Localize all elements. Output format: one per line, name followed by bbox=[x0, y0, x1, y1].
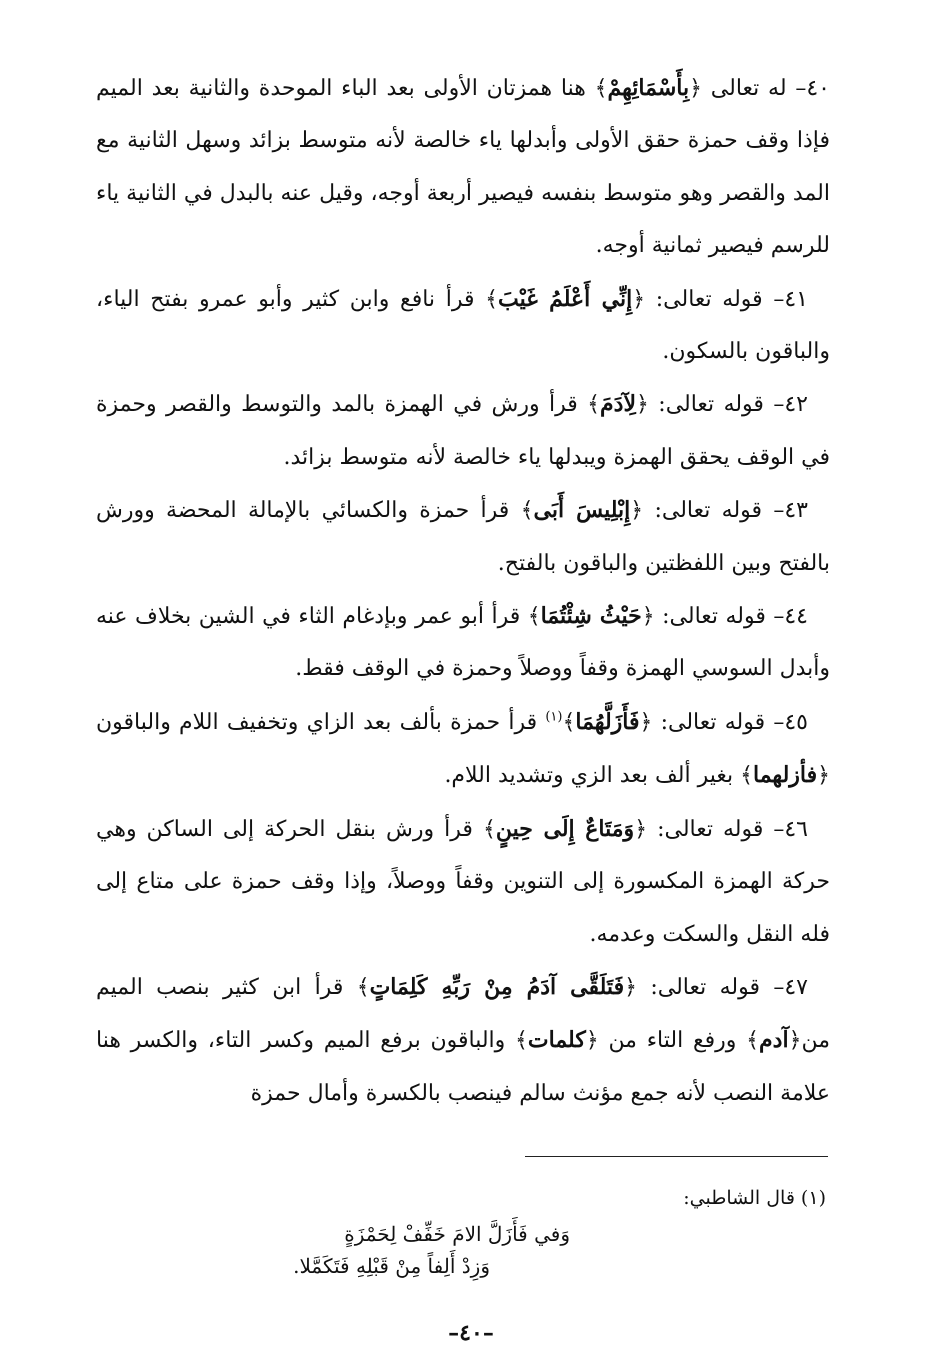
page-number: –٤٠– bbox=[448, 1320, 494, 1346]
footnote-divider bbox=[525, 1156, 828, 1157]
paragraph-text: قرأ ابن كثير بنصب الميم من bbox=[96, 974, 830, 1054]
quran-verse: ﴿ إِبْلِيسَ أَبَى ﴾ bbox=[521, 497, 644, 523]
paragraph-p45 bbox=[96, 696, 830, 803]
paragraph-text: قرأ أبو عمر وبإدغام الثاء في الشين بخلاف عنه وأبدل السوسي الهمزة وقفاً ووصلاً وحمزة في الوقف فقط. bbox=[96, 604, 830, 682]
paragraph-text: ٤٤– قوله تعالى: bbox=[654, 604, 808, 630]
paragraph-p41 bbox=[96, 273, 830, 379]
paragraph-p44 bbox=[96, 590, 830, 696]
quran-verse: ﴿ وَمَتَاعٌ إِلَى حِينٍ ﴾ bbox=[483, 816, 647, 842]
quran-verse: ﴿ بِأَسْمَائِهِمْ ﴾ bbox=[595, 75, 702, 101]
paragraph-text: ٤٦– قوله تعالى: bbox=[647, 816, 808, 842]
quran-verse: ﴿ لِآدَمَ ﴾ bbox=[587, 391, 649, 417]
paragraph-text: بغير ألف بعد الزي وتشديد اللام. bbox=[444, 763, 741, 789]
paragraph-text: ٤٢– قوله تعالى: bbox=[648, 392, 808, 418]
poem-line: وَفي فَأَزَلَّ الامَ خَفِّفْ لِحَمْزَةٍ bbox=[344, 1222, 570, 1246]
quran-verse: ﴿ كلمات ﴾ bbox=[515, 1027, 599, 1053]
paragraph-p43 bbox=[96, 484, 830, 590]
paragraph-p42 bbox=[96, 378, 830, 484]
paragraph-text: قرأ حمزة والكسائي بالإمالة المحضة وورش بالفتح وبين اللفظتين والباقون بالفتح. bbox=[96, 498, 830, 576]
quran-verse: ﴿ آدم ﴾ bbox=[746, 1027, 801, 1053]
paragraph-p47 bbox=[96, 961, 830, 1120]
paragraph-text: ورفع التاء من bbox=[598, 1028, 747, 1054]
paragraph-text: ٤٥– قوله تعالى: bbox=[652, 709, 808, 735]
paragraph-text: هنا همزتان الأولى بعد الباء الموحدة والثانية بعد الميم فإذا وقف حمزة حقق الأولى وأبدلها ياء خالصة لأنه متوسط بزائد وسهل الثانية مع المد والقصر وهو متوسط بنفسه فيصير أربعة أوجه، وقيل عنه بالبدل في الثانية ياء للرسم فيصير ثمانية أوجه. bbox=[96, 76, 831, 259]
footnote-reference: (١) bbox=[545, 709, 563, 725]
paragraph-text: ٤١– قوله تعالى: bbox=[645, 286, 808, 312]
paragraph-text: قرأ حمزة بألف بعد الزاي وتخفيف اللام والباقون bbox=[96, 709, 546, 735]
quran-verse: ﴿ فأزلهما ﴾ bbox=[740, 762, 830, 788]
paragraph-text: ٤٧– قوله تعالى: bbox=[636, 974, 808, 1000]
paragraph-text: ٤٠– له تعالى bbox=[702, 76, 830, 101]
footnote bbox=[96, 1182, 826, 1214]
paragraph-text: قرأ ورش بنقل الحركة إلى الساكن وهي حركة الهمزة المكسورة إلى التنوين وقفاً ووصلاً، وإذا وقف حمزة على متاع إلى فله النقل والسكت وعدمه. bbox=[96, 816, 830, 947]
paragraph-text: قرأ نافع وابن كثير وأبو عمرو بفتح الياء، والباقون بالسكون. bbox=[96, 286, 830, 365]
footnote-poem bbox=[230, 1218, 590, 1282]
quran-verse: ﴿ فَأَزَلَّهُمَا ﴾ bbox=[562, 709, 652, 735]
quran-verse: ﴿ فَتَلَقَّى آدَمُ مِنْ رَبِّهِ كَلِمَاتٍ ﴾ bbox=[357, 974, 637, 1000]
quran-verse: ﴿ إِنِّي أَعْلَمُ غَيْبَ ﴾ bbox=[485, 286, 645, 312]
paragraph-p40 bbox=[96, 62, 830, 273]
paragraph-p46 bbox=[96, 803, 830, 961]
footnote-label: (١) قال الشاطبي: bbox=[683, 1187, 826, 1209]
paragraph-text: ٤٣– قوله تعالى: bbox=[643, 498, 808, 524]
paragraph-text: قرأ ورش في الهمزة بالمد والتوسط والقصر وحمزة في الوقف يحقق الهمزة ويبدلها ياء خالصة لأنه متوسط بزائد. bbox=[96, 392, 830, 470]
main-text bbox=[96, 62, 830, 1120]
paragraph-text: والباقون برفع الميم وكسر التاء، والكسر هنا علامة النصب لأنه جمع مؤنث سالم فينصب بالكسرة وأمال حمزة bbox=[96, 1028, 830, 1106]
poem-line: وَزِدْ أَلِفاً مِنْ قَبْلِهِ فَتَكَمَّلا. bbox=[293, 1254, 490, 1278]
quran-verse: ﴿ حَيْثُ شِئْتُمَا ﴾ bbox=[528, 603, 655, 629]
